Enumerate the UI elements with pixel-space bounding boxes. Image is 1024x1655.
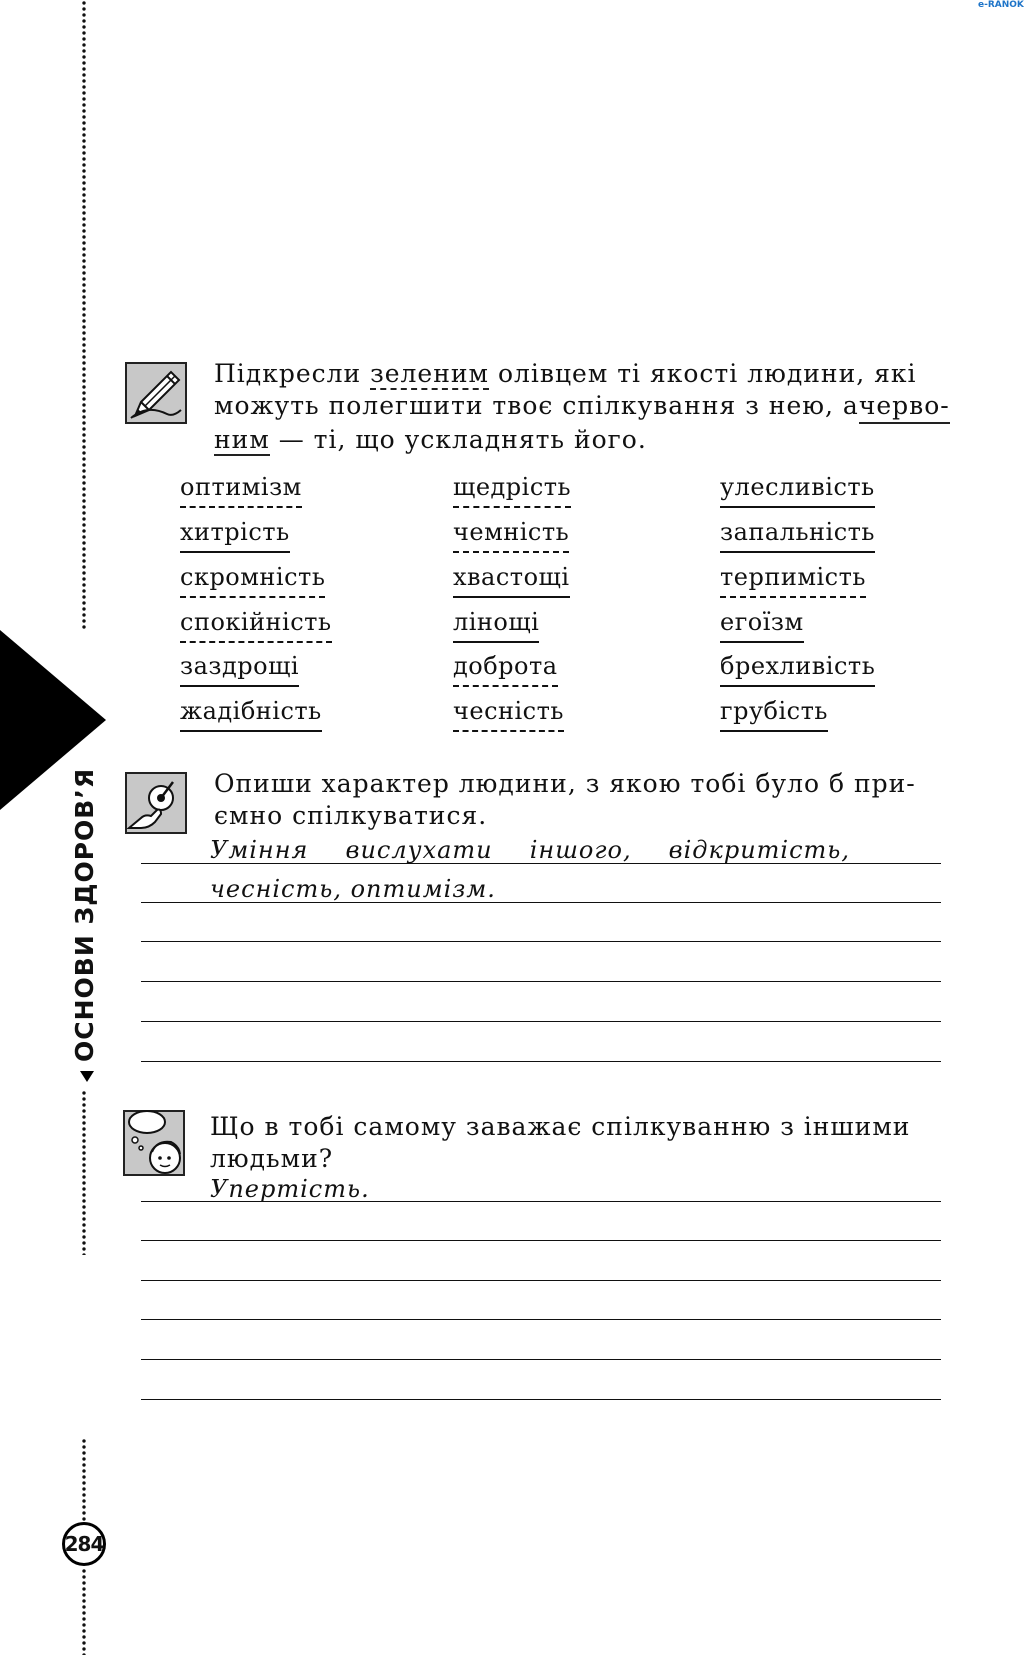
- quality-word: заздрощі: [180, 651, 299, 687]
- answer-rule: [141, 1201, 941, 1202]
- quality-word: хитрість: [180, 517, 290, 553]
- task2-text: [214, 768, 944, 832]
- answer-word: відкритість,: [668, 836, 850, 864]
- answer-word: іншого,: [529, 836, 632, 864]
- quality-word: терпимість: [720, 562, 866, 598]
- publisher-logo: e-RANOK: [978, 0, 1024, 10]
- quality-word: скромність: [180, 562, 325, 598]
- green-word: зеленим: [370, 359, 489, 388]
- task1-text: [214, 358, 950, 456]
- task1-line3-post: — ті, що ускладнять його.: [269, 425, 647, 454]
- answer-rule: [141, 1319, 941, 1320]
- quality-word: чемність: [453, 517, 569, 553]
- task3-text: [210, 1111, 944, 1175]
- quality-word: грубість: [720, 696, 828, 732]
- answer-rule: [141, 863, 941, 864]
- answer-rule: [141, 1399, 941, 1400]
- quality-word: лінощі: [453, 607, 539, 643]
- side-arrow-icon: [80, 1071, 94, 1082]
- answer-rule: [141, 981, 941, 982]
- quality-word: брехливість: [720, 651, 875, 687]
- thinking-person-icon: [123, 1110, 185, 1176]
- answer-rule: [141, 902, 941, 903]
- quality-word: запальність: [720, 517, 875, 553]
- answer-word: вислухати: [345, 836, 493, 864]
- quality-word: щедрість: [453, 472, 571, 508]
- quality-word: доброта: [453, 651, 558, 687]
- answer-rule: [141, 1280, 941, 1281]
- quality-word: жадібність: [180, 696, 322, 732]
- answer-rule: [141, 941, 941, 942]
- pencil-icon: [125, 362, 187, 424]
- dotted-margin-middle: [82, 1090, 86, 1255]
- quality-word: хвастощі: [453, 562, 570, 598]
- red-word-part1: черво-: [859, 390, 950, 424]
- answer-rule: [141, 1240, 941, 1241]
- quality-word: чесність: [453, 696, 564, 732]
- quality-word: егоїзм: [720, 607, 804, 643]
- page-number: 284: [62, 1522, 106, 1566]
- side-title: ОСНОВИ ЗДОРОВ’Я: [70, 767, 99, 1062]
- answer-rule: [141, 1359, 941, 1360]
- answer-rule: [141, 1021, 941, 1022]
- dotted-margin-bottom: [82, 1438, 86, 1522]
- task1-line2-pre: можуть полегшити твоє спілкування з нею, а: [214, 391, 859, 420]
- task1-line1-post: олівцем ті якості людини, які: [489, 359, 917, 388]
- task2-answer-line2: чесність, оптимізм.: [210, 875, 496, 903]
- answer-word: Уміння: [210, 836, 309, 864]
- task3-line1: Що в тобі самому заважає спілкуванню з іншими: [210, 1112, 911, 1141]
- task3-line2: людьми?: [210, 1144, 334, 1173]
- task1-line1-pre: Підкресли: [214, 359, 371, 388]
- task2-line2: ємно спілкуватися.: [214, 801, 488, 830]
- dotted-margin-top: [82, 0, 86, 630]
- task3-answer: Упертість.: [210, 1175, 370, 1203]
- compass-hand-icon: [125, 772, 187, 834]
- quality-word: улесливість: [720, 472, 875, 508]
- answer-rule: [141, 1061, 941, 1062]
- red-word-part2: ним: [214, 425, 270, 454]
- quality-word: оптимізм: [180, 472, 302, 508]
- task2-answer-line1: [210, 836, 850, 864]
- task2-line1: Опиши характер людини, з якою тобі було б при-: [214, 769, 916, 798]
- quality-word: спокійність: [180, 607, 332, 643]
- dotted-margin-end: [82, 1568, 86, 1655]
